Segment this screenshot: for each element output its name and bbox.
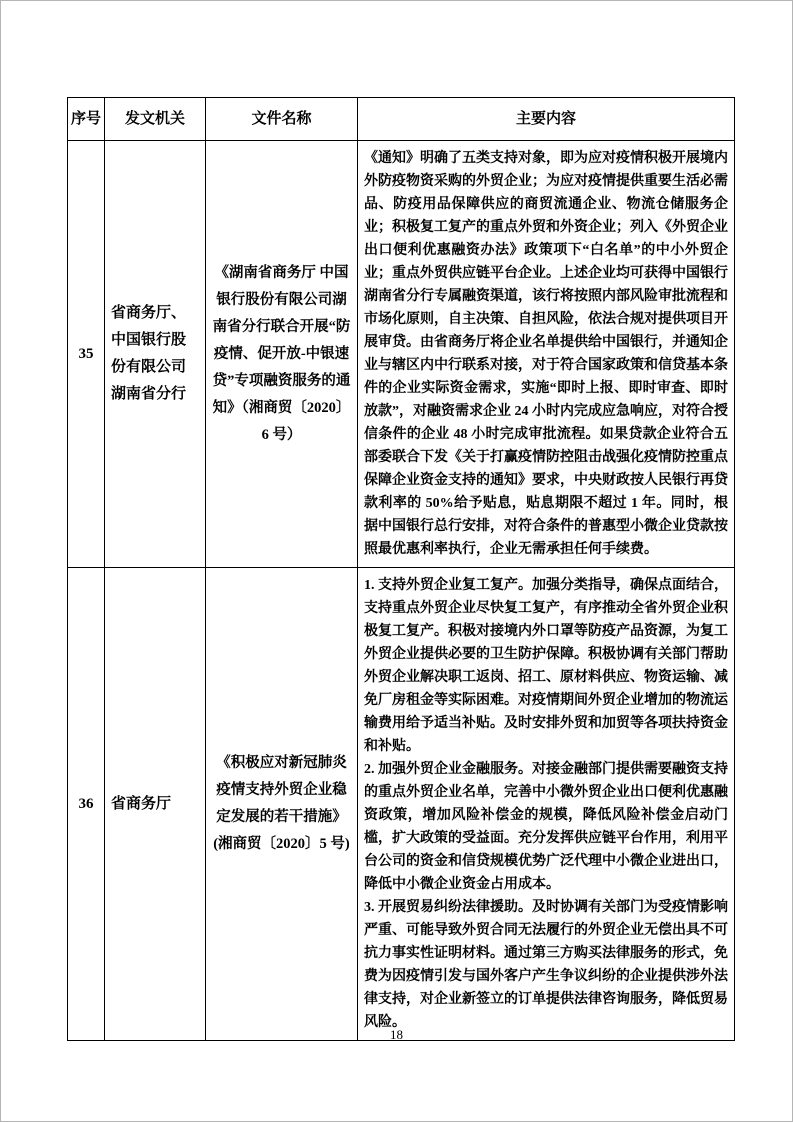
row-35-content-paragraph: 《通知》明确了五类支持对象，即为应对疫情积极开展境内外防疫物资采购的外贸企业；为应对疫情提供重要生活必需品、防疫用品保障供应的商贸流通企业、物流仓储服务企业；积极复工复产的重点外贸和外资企业；列入《外贸企业出口便利优惠融资办法》政策项下“白名单”的中小外贸企业；重点外贸供应链平台企业。上述企业均可获得中国银行湖南省分行专属融资渠道，该行将按照内部风险审批流程和市场化原则，自主决策、自担风险，依法合规对提供项目开展审贷。由省商务厅将企业名单提供给中国银行，并通知企业与辖区内中行联系对接，对于符合国家政策和信贷基本条件的企业实际资金需求，实施“即时上报、即时审查、即时放款”，对融资需求企业 24 小时内完成应急响应，对符合授信条件的企业 48 小时完成审批流程。如果贷款企业符合五部委联合下发《关于打赢疫情防控阻击战强化疫情防控重点保障企业资金支持的通知》要求，中央财政按人民银行再贷款利率的 50%给予贴息，贴息期限不超过 1 年。同时，根据中国银行总行安排，对符合条件的普惠型小微企业贷款按照最优惠利率执行，企业无需承担任何手续费。 bbox=[364, 151, 728, 557]
row-35-serial: 35 bbox=[68, 141, 105, 568]
table-row-36 bbox=[68, 568, 735, 1041]
row-36-content-paragraph-2: 2. 加强外贸企业金融服务。对接金融部门提供需要融资支持的重点外贸企业名单，完善中小微外贸企业出口便利优惠融资政策，增加风险补偿金的规模，降低风险补偿金启动门槛，扩大政策的受益面。充分发挥供应链平台作用，利用平台公司的资金和信贷规模优势广泛代理中小微企业进出口，降低中小微企业资金占用成本。 bbox=[364, 762, 728, 892]
policy-table bbox=[67, 97, 735, 1041]
row-35-agency: 省商务厅、中国银行股份有限公司湖南省分行 bbox=[105, 141, 206, 568]
row-36-content-paragraph-1: 1. 支持外贸企业复工复产。加强分类指导，确保点面结合，支持重点外贸企业尽快复工复产，有序推动全省外贸企业积极复工复产。积极对接境内外口罩等防疫产品资源，为复工外贸企业提供必要的卫生防护保障。积极协调有关部门帮助外贸企业解决职工返岗、招工、原材料供应、物资运输、减免厂房租金等实际困难。对疫情期间外贸企业增加的物流运输费用给予适当补贴。及时安排外贸和加贸等各项扶持资金和补贴。 bbox=[364, 578, 728, 754]
page-number: 18 bbox=[390, 1027, 403, 1042]
row-35-document-name: 《湖南省商务厅 中国银行股份有限公司湖南省分行联合开展“防疫情、促开放-中银速贷”专项融资服务的通知》（湘商贸〔2020〕6 号） bbox=[206, 141, 358, 568]
table-header-row bbox=[68, 98, 735, 141]
row-36-main-content bbox=[358, 568, 735, 1041]
header-document-name: 文件名称 bbox=[206, 98, 358, 141]
row-36-document-name: 《积极应对新冠肺炎疫情支持外贸企业稳定发展的若干措施》(湘商贸〔2020〕5 号) bbox=[206, 568, 358, 1041]
table-row-35 bbox=[68, 141, 735, 568]
row-36-serial: 36 bbox=[68, 568, 105, 1041]
row-36-agency: 省商务厅 bbox=[105, 568, 206, 1041]
header-issuing-agency: 发文机关 bbox=[105, 98, 206, 141]
row-36-content-paragraph-3: 3. 开展贸易纠纷法律援助。及时协调有关部门为受疫情影响严重、可能导致外贸合同无法履行的外贸企业无偿出具不可抗力事实性证明材料。通过第三方购买法律服务的形式，免费为因疫情引发与国外客户产生争议纠纷的企业提供涉外法律支持，对企业新签立的订单提供法律咨询服务，降低贸易风险。 bbox=[364, 900, 728, 1030]
row-35-main-content bbox=[358, 141, 735, 568]
header-serial-number: 序号 bbox=[68, 98, 105, 141]
header-main-content: 主要内容 bbox=[358, 98, 735, 141]
